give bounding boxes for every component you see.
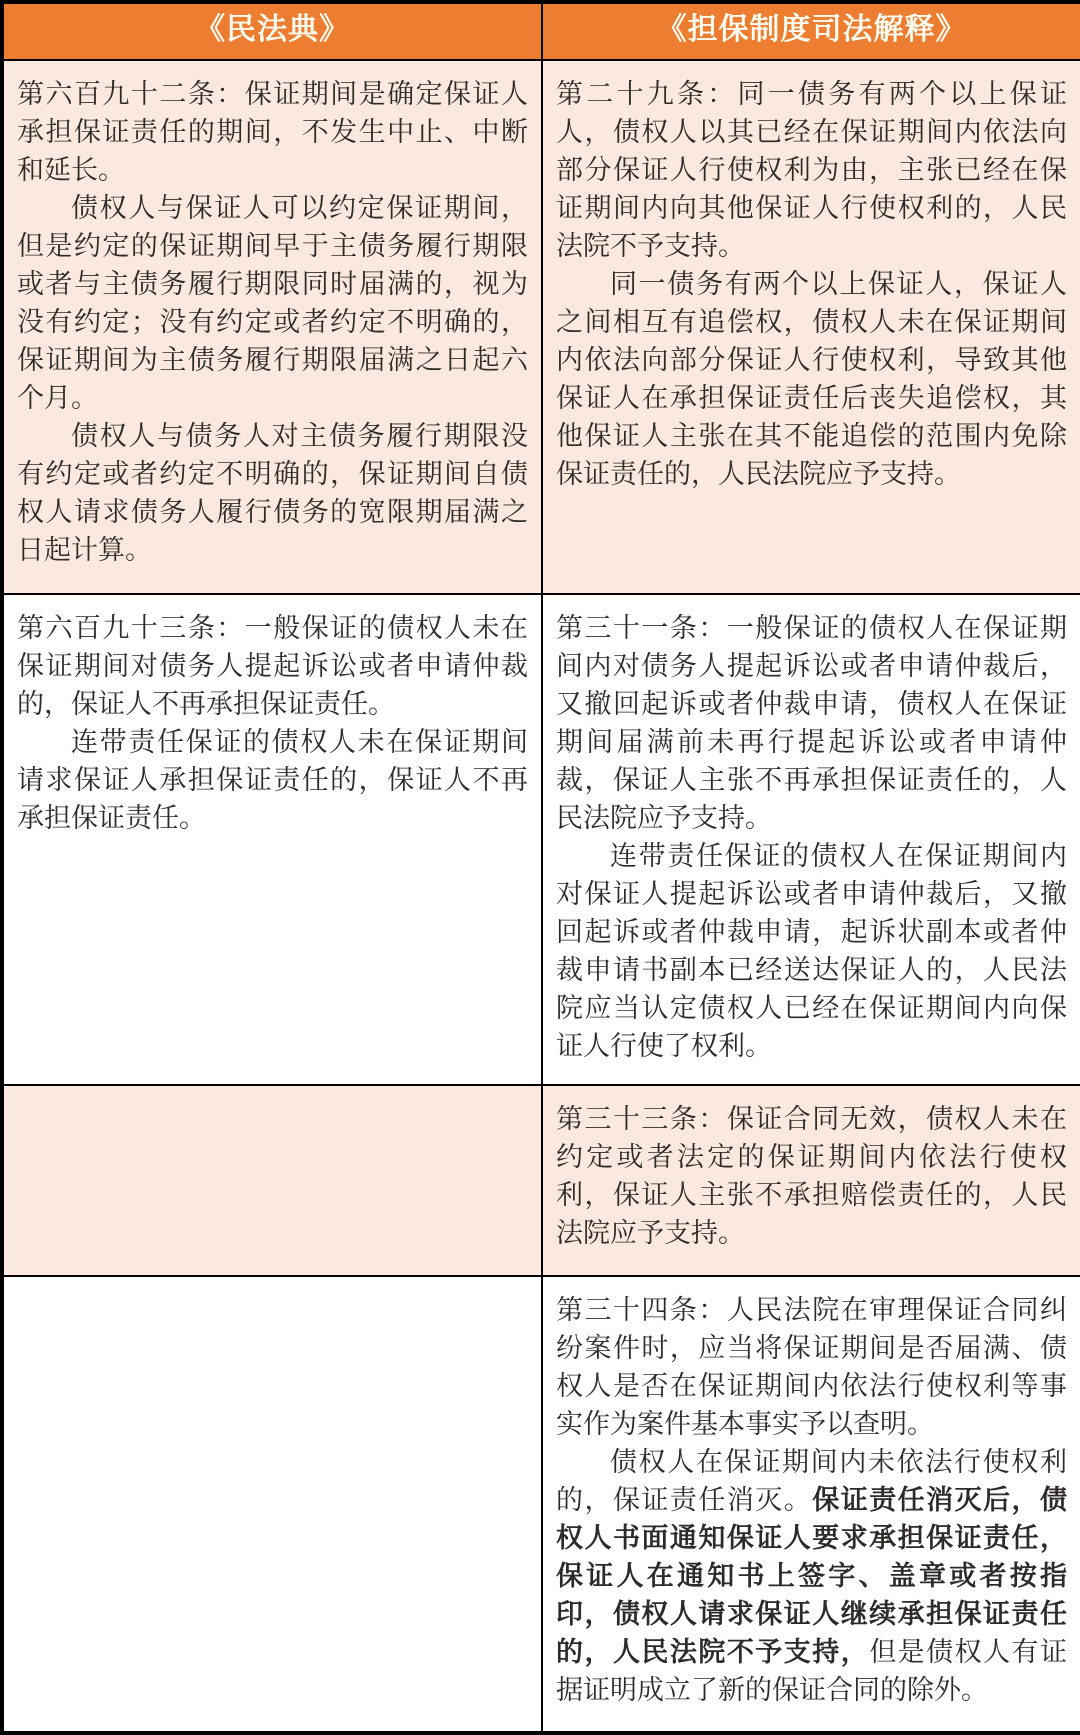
header-guarantee-interpretation: 《担保制度司法解释》 <box>542 2 1080 60</box>
cell-empty-row4 <box>2 1276 542 1733</box>
text-bold-emphasis: 保证责任消灭后，债权人书面通知保证人要求承担保证责任，保证人在通知书上签字、盖章或者按指印，债权人请求保证人继续承担保证责任的，人民法院不予支持， <box>556 1485 1068 1668</box>
table-row-1 <box>2 60 1080 594</box>
paragraph: 第三十三条：保证合同无效，债权人未在约定或者法定的保证期间内依法行使权利，保证人主张不承担赔偿责任的，人民法院应予支持。 <box>556 1104 1067 1249</box>
cell-empty-row3 <box>2 1085 542 1276</box>
cell-interpretation-article-33 <box>542 1085 1080 1276</box>
cell-interpretation-article-31 <box>542 594 1080 1086</box>
paragraph <box>556 1443 1067 1709</box>
text-regular: 但是债权人有证据证明成立了新的保证合同的除外。 <box>556 1637 1068 1706</box>
paragraph: 第三十一条：一般保证的债权人在保证期间内对债务人提起诉讼或者申请仲裁后，又撤回起诉或者仲裁申请，债权人在保证期间届满前未再行提起诉讼或者申请仲裁，保证人主张不再承担保证责任的，人民法院应予支持。 <box>556 612 1067 833</box>
paragraph: 第二十九条：同一债务有两个以上保证人，债权人以其已经在保证期间内依法向部分保证人行使权利为由，主张已经在保证期间内向其他保证人行使权利的，人民法院不予支持。 <box>556 79 1067 261</box>
paragraph: 同一债务有两个以上保证人，保证人之间相互有追偿权，债权人未在保证期间内依法向部分保证人行使权利，导致其他保证人在承担保证责任后丧失追偿权，其他保证人主张在其不能追偿的范围内免除保证责任的，人民法院应予支持。 <box>556 269 1067 489</box>
cell-civil-code-article-693 <box>2 594 542 1086</box>
paragraph: 第三十四条：人民法院在审理保证合同纠纷案件时，应当将保证期间是否届满、债权人是否在保证期间内依法行使权利等事实作为案件基本事实予以查明。 <box>556 1295 1067 1440</box>
cell-interpretation-article-34 <box>542 1276 1080 1733</box>
paragraph: 第六百九十二条：保证期间是确定保证人承担保证责任的期间，不发生中止、中断和延长。 <box>17 79 528 185</box>
paragraph: 债权人与保证人可以约定保证期间，但是约定的保证期间早于主债务履行期限或者与主债务履行期限同时届满的，视为没有约定；没有约定或者约定不明确的，保证期间为主债务履行期限届满之日起六个月。 <box>17 193 528 413</box>
table-row-3 <box>2 1085 1080 1276</box>
header-civil-code: 《民法典》 <box>2 2 542 60</box>
paragraph: 连带责任保证的债权人在保证期间内对保证人提起诉讼或者申请仲裁后，又撤回起诉或者仲裁申请，起诉状副本或者仲裁申请书副本已经送达保证人的，人民法院应当认定债权人已经在保证期间内向保证人行使了权利。 <box>556 840 1067 1061</box>
paragraph: 连带责任保证的债权人未在保证期间请求保证人承担保证责任的，保证人不再承担保证责任。 <box>17 726 528 833</box>
text-regular: 债权人在保证期间内未依法行使权利的，保证责任消灭。 <box>556 1447 1067 1516</box>
paragraph: 债权人与债务人对主债务履行期限没有约定或者约定不明确的，保证期间自债权人请求债务人履行债务的宽限期届满之日起计算。 <box>17 421 528 565</box>
cell-interpretation-article-29 <box>542 60 1080 594</box>
table-row-2 <box>2 594 1080 1086</box>
cell-civil-code-article-692 <box>2 60 542 594</box>
paragraph: 第六百九十三条：一般保证的债权人未在保证期间对债务人提起诉讼或者申请仲裁的，保证人不再承担保证责任。 <box>17 612 528 719</box>
table-row-4 <box>2 1276 1080 1733</box>
header-row <box>2 2 1080 60</box>
